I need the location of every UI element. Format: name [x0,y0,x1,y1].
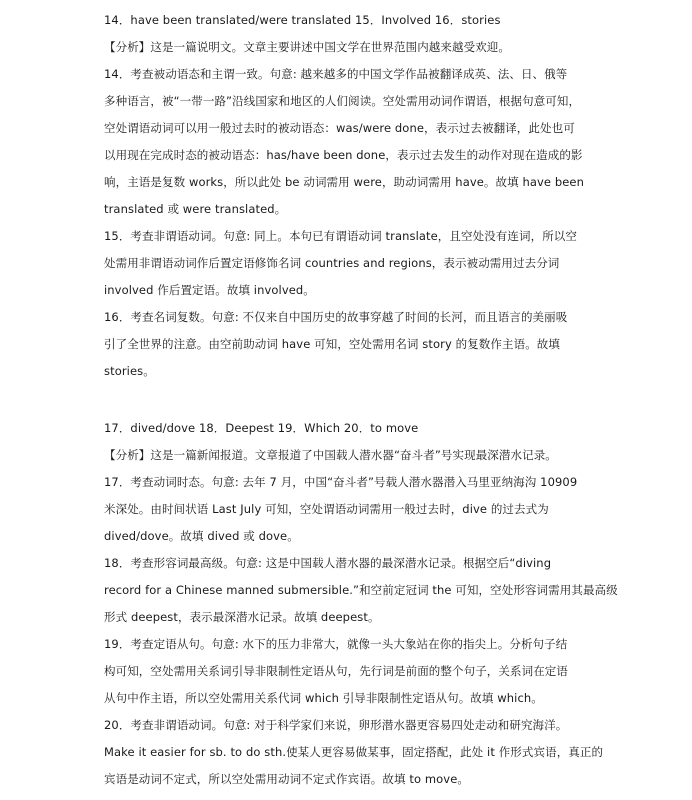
explanation-19-line-3: 从句中作主语，所以空处需用关系代词 which 引导非限制性定语从句。故填 which。 [104,691,543,705]
explanation-17-line-3: dived/dove。故填 dived 或 dove。 [104,529,299,543]
explanation-18-line-1: 18．考查形容词最高级。句意: 这是中国载人潜水器的最深潜水记录。根据空后“diving [104,556,552,570]
explanation-14-line-1: 14．考查被动语态和主谓一致。句意: 越来越多的中国文学作品被翻译成英、法、日、俄等 [104,67,568,81]
explanation-18-line-2: record for a Chinese manned submersible.”和空前定冠词 the 可知，空处形容词需用其最高级 [104,583,618,597]
explanation-18-line-3: 形式 deepest，表示最深潜水记录。故填 deepest。 [104,610,380,624]
explanation-19-line-1: 19．考查定语从句。句意: 水下的压力非常大，就像一头大象站在你的指尖上。分析句子结 [104,637,568,651]
answer-line-17-20: 17．dived/dove 18．Deepest 19．Which 20．to move [104,421,419,435]
explanation-14-line-4: 以用现在完成时态的被动语态：has/have been done，表示过去发生的动作对现在造成的影 [104,148,583,162]
explanation-16-line-2: 引了全世界的注意。由空前助动词 have 可知，空处需用名词 story 的复数作主语。故填 [104,337,561,351]
explanation-14-line-2: 多种语言，被“一带一路”沿线国家和地区的人们阅读。空处需用动词作谓语，根据句意可知， [104,94,581,108]
explanation-15-line-1: 15．考查非谓语动词。句意: 同上。本句已有谓语动词 translate，且空处没有连词，所以空 [104,229,578,243]
explanation-15-line-3: involved 作后置定语。故填 involved。 [104,283,315,297]
explanation-19-line-2: 构可知，空处需用关系词引导非限制性定语从句，先行词是前面的整个句子，关系词在定语 [104,664,568,678]
explanation-17-line-1: 17．考查动词时态。句意: 去年 7 月，中国“奋斗者”号载人潜水器潜入马里亚纳海沟 10909 [104,475,578,489]
answer-line-14-16: 14．have been translated/were translated 15．Involved 16．stories [104,13,501,27]
explanation-20-line-1: 20．考查非谓语动词。句意: 对于科学家们来说，卵形潜水器更容易四处走动和研究海洋。 [104,718,568,732]
explanation-20-line-3: 宾语是动词不定式，所以空处需用动词不定式作宾语。故填 to move。 [104,772,469,786]
explanation-14-line-3: 空处谓语动词可以用一般过去时的被动语态：was/were done，表示过去被翻译，此处也可 [104,121,575,135]
analysis-line-2: 【分析】这是一篇新闻报道。文章报道了中国载人潜水器“奋斗者”号实现最深潜水记录。 [104,448,557,462]
explanation-16-line-1: 16．考查名词复数。句意: 不仅来自中国历史的故事穿越了时间的长河，而且语言的美丽吸 [104,310,568,324]
explanation-20-line-2: Make it easier for sb. to do sth.使某人更容易做某事，固定搭配，此处 it 作形式宾语，真正的 [104,745,604,759]
explanation-15-line-2: 处需用非谓语动词作后置定语修饰名词 countries and regions，表示被动需用过去分词 [104,256,560,270]
explanation-14-line-6: translated 或 were translated。 [104,202,287,216]
explanation-14-line-5: 响，主语是复数 works，所以此处 be 动词需用 were，助动词需用 have。故填 have been [104,175,584,189]
explanation-16-line-3: stories。 [104,364,155,378]
analysis-line-1: 【分析】这是一篇说明文。文章主要讲述中国文学在世界范围内越来越受欢迎。 [104,40,510,54]
explanation-17-line-2: 米深处。由时间状语 Last July 可知，空处谓语动词需用一般过去时，dive 的过去式为 [104,502,549,516]
